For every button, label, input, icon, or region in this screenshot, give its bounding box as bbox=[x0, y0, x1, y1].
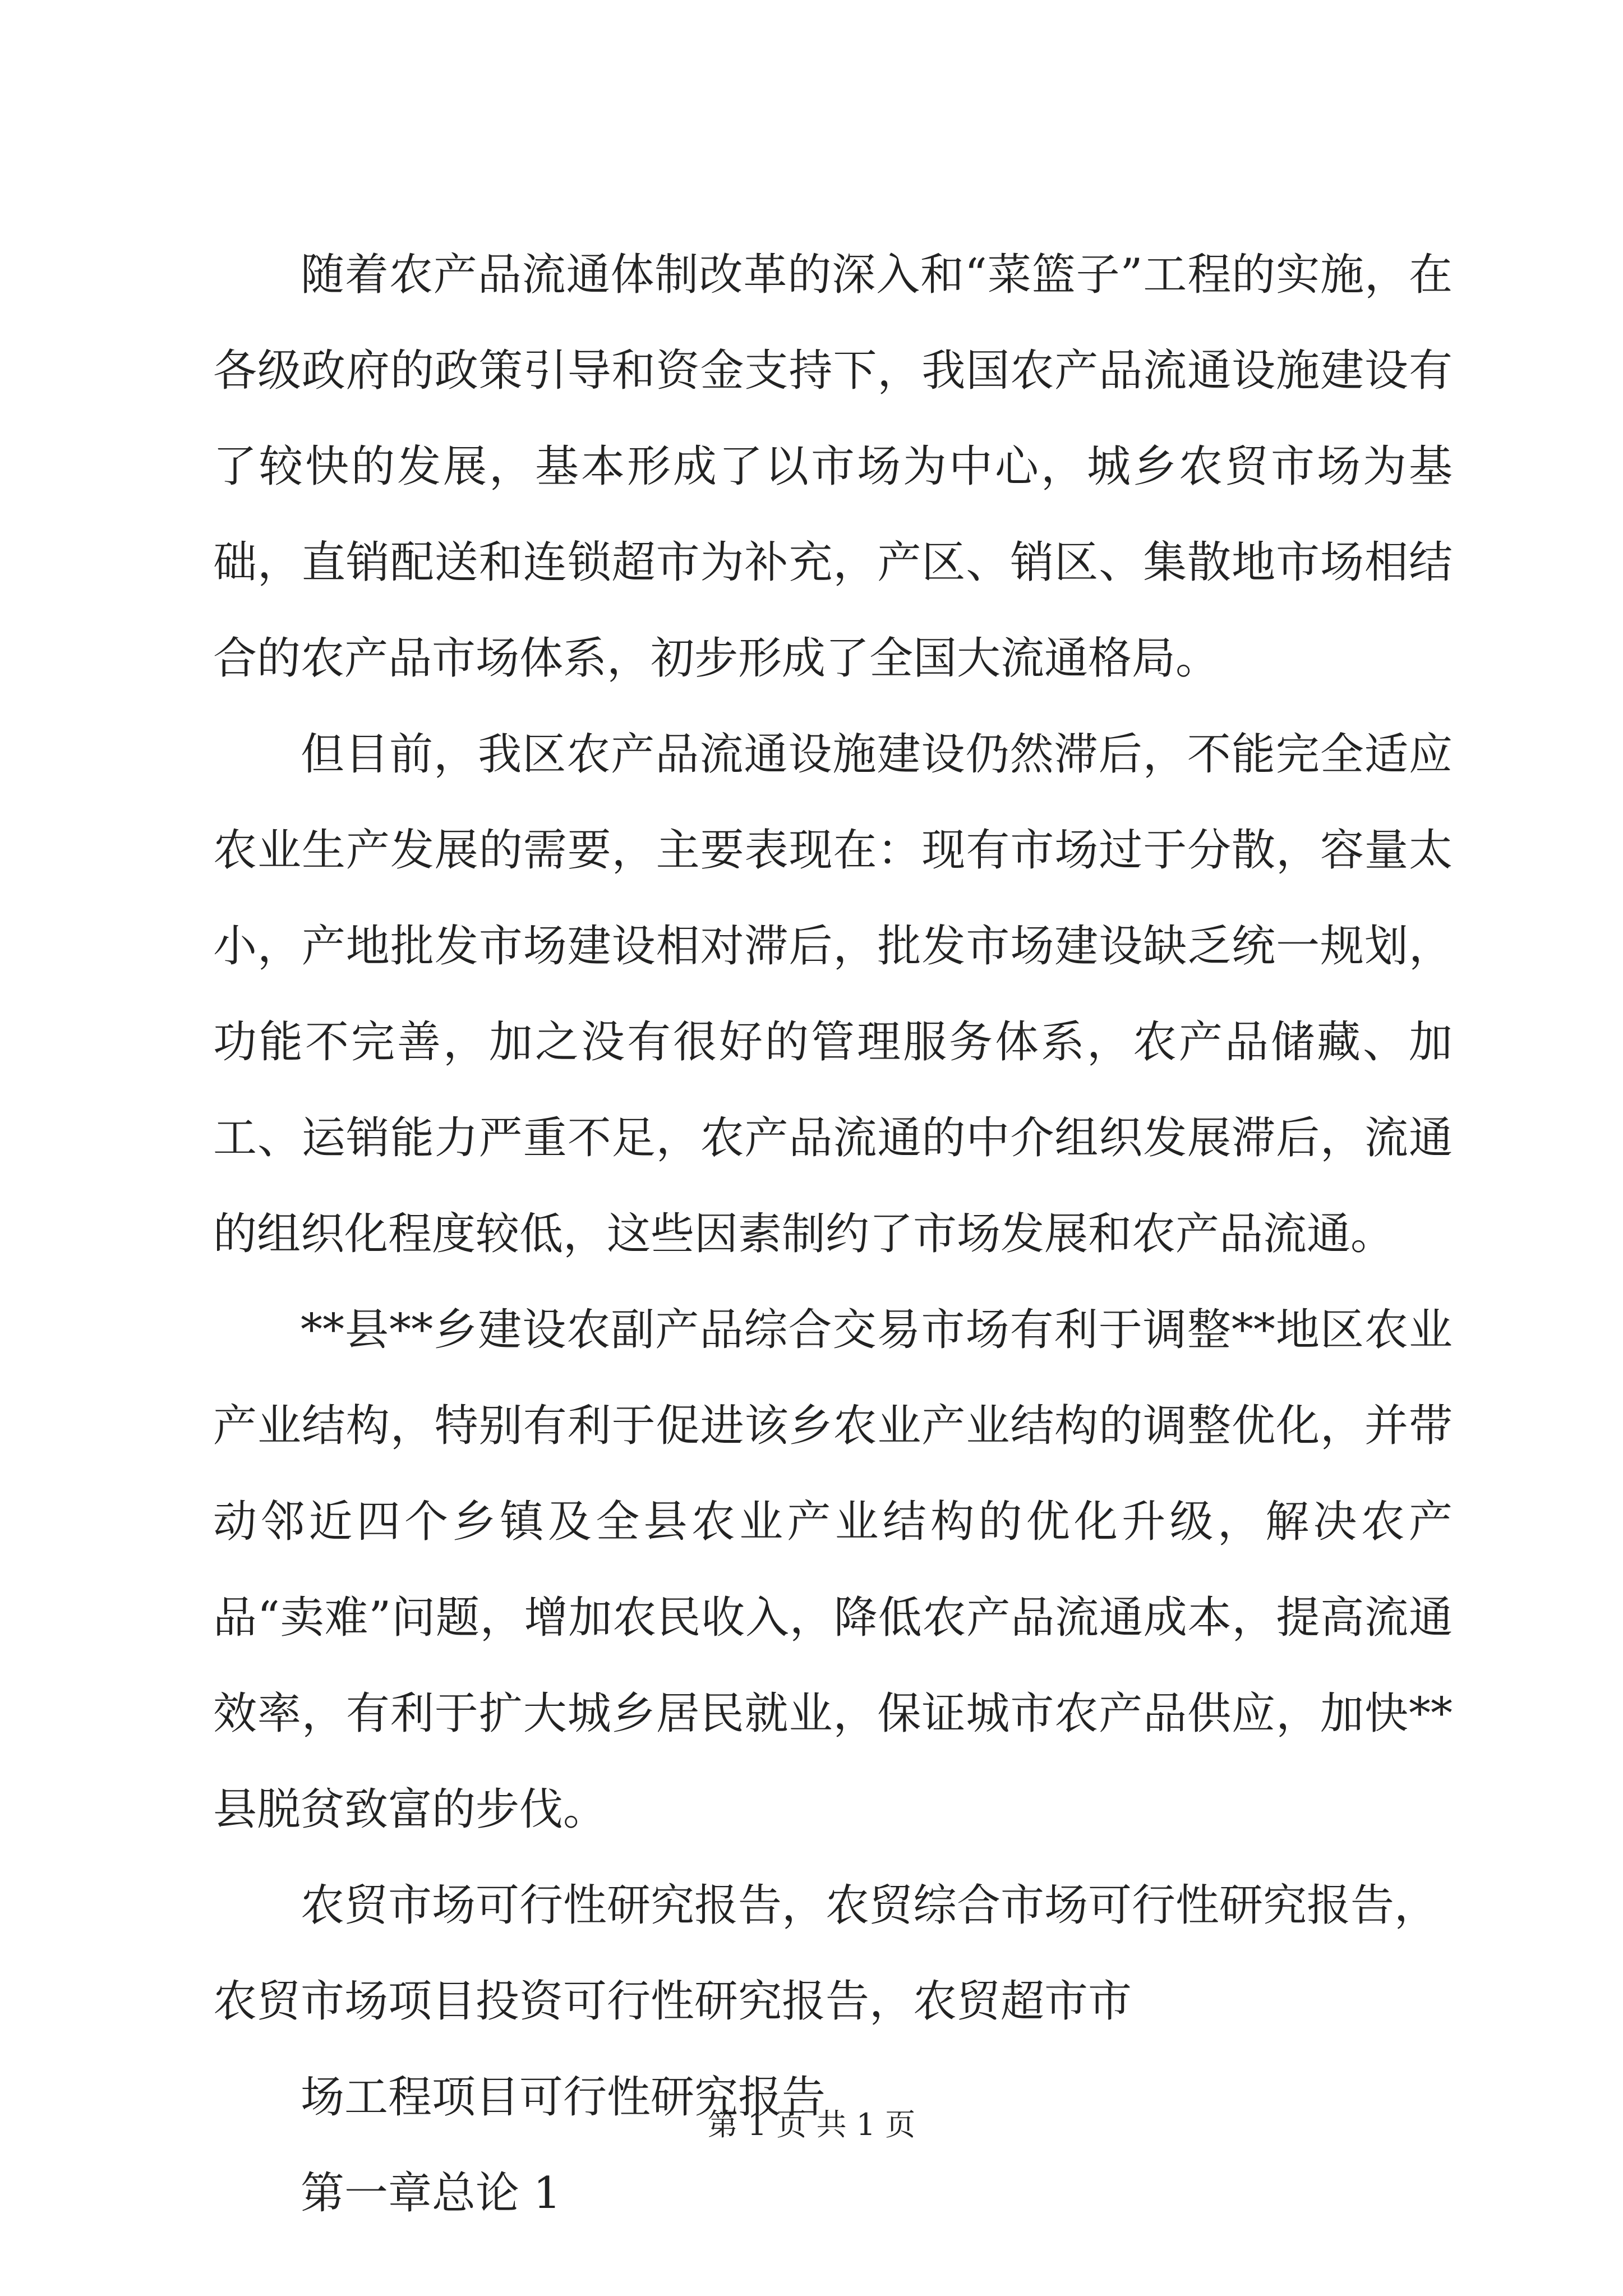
document-body bbox=[213, 227, 1453, 2242]
keywords-line-2: 农贸市场项目投资可行性研究报告，农贸超市市 bbox=[213, 1976, 1132, 2027]
keywords-line-3: 场工程项目可行性研究报告 bbox=[301, 2072, 826, 2123]
keywords-line-1: 农贸市场可行性研究报告，农贸综合市场可行性研究报告， bbox=[301, 1880, 1438, 1931]
paragraph-intro: 随着农产品流通体制改革的深入和“菜篮子”工程的实施，在各级政府的政策引导和资金支持下，我国农产品流通设施建设有了较快的发展，基本形成了以市场为中心，城乡农贸市场为基础，直销配送和连锁超市为补充，产区、销区、集散地市场相结合的农产品市场体系，初步形成了全国大流通格局。 bbox=[213, 250, 1453, 684]
paragraph-current-problems: 但目前，我区农产品流通设施建设仍然滞后，不能完全适应农业生产发展的需要，主要表现在：现有市场过于分散，容量太小，产地批发市场建设相对滞后，批发市场建设缺乏统一规划，功能不完善，加之没有很好的管理服务体系，农产品储藏、加工、运销能力严重不足，农产品流通的中介组织发展滞后，流通的组织化程度较低，这些因素制约了市场发展和农产品流通。 bbox=[213, 729, 1453, 1259]
page-number-footer: 第 1 页 共 1 页 bbox=[707, 2107, 916, 2142]
paragraph-project-benefits: **县**乡建设农副产品综合交易市场有利于调整**地区农业产业结构，特别有利于促进该乡农业产业结构的调整优化，并带动邻近四个乡镇及全县农业产业结构的优化升级，解决农产品“卖难”问题，增加农民收入，降低农产品流通成本，提高流通效率，有利于扩大城乡居民就业，保证城市农产品供应，加快**县脱贫致富的步伐。 bbox=[213, 1305, 1453, 1835]
chapter-heading: 第一章总论 1 bbox=[301, 2168, 561, 2219]
